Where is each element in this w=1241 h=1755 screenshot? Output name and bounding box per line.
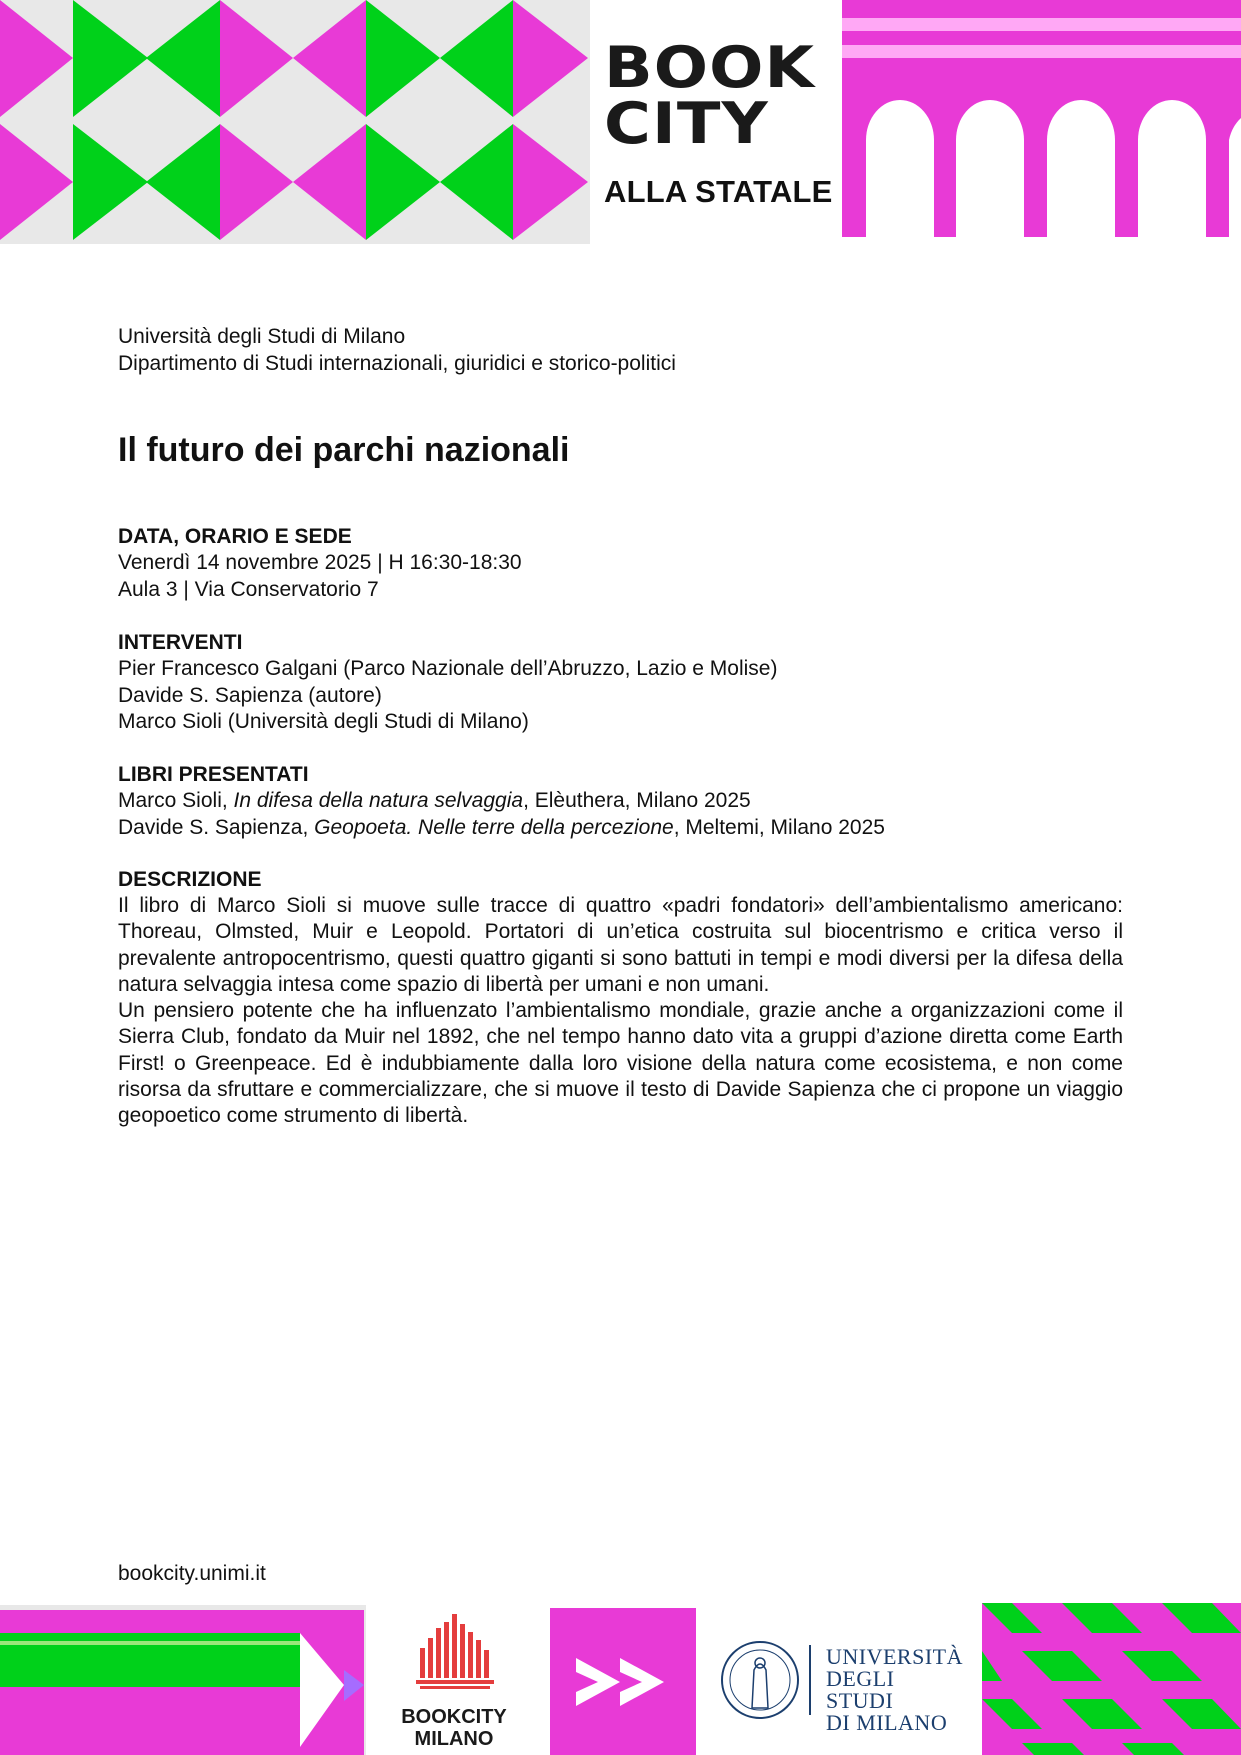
header-arches-graphic	[842, 0, 1241, 240]
bookcity-milano-logo	[392, 1614, 516, 1752]
fast-forward-icon	[550, 1608, 696, 1755]
footer-parallelogram-pattern	[982, 1603, 1241, 1755]
website-link[interactable]: bookcity.unimi.it	[118, 1562, 266, 1585]
unimi-line2: DEGLI STUDI	[826, 1666, 895, 1713]
institution-name: Università degli Studi di Milano	[118, 325, 406, 348]
book-author: Marco Sioli,	[118, 789, 234, 812]
speaker-item: Pier Francesco Galgani (Parco Nazionale dell’Abruzzo, Lazio e Molise)	[118, 657, 778, 680]
event-venue: Aula 3 | Via Conservatorio 7	[118, 578, 379, 601]
unimi-line1: UNIVERSITÀ	[826, 1644, 963, 1669]
footer-arrow-banner	[0, 1605, 366, 1755]
unimi-logo	[714, 1630, 964, 1735]
bookcity-logo-line1: BOOKCITY	[401, 1706, 507, 1728]
header-triangle-pattern	[0, 0, 590, 244]
book-item	[118, 815, 885, 842]
speakers-heading: INTERVENTI	[118, 631, 243, 654]
logo-line-book: BOOK	[604, 35, 816, 101]
book-author: Davide S. Sapienza,	[118, 816, 315, 839]
bookcity-logo	[604, 35, 844, 210]
books-heading: LIBRI PRESENTATI	[118, 763, 309, 786]
page-title: Il futuro dei parchi nazionali	[118, 431, 570, 469]
speaker-item: Marco Sioli (Università degli Studi di Milano)	[118, 710, 529, 733]
description-paragraph-2: Un pensiero potente che ha influenzato l’ambientalismo mondiale, grazie anche a organizzazioni come il Sierra Club, fondato da Muir nel 1892, che nel tempo hanno dato vita a gruppi d’azione diretta come Earth First! o Greenpeace. Ed è indubbiamente dalla loro visione della natura come ecosistema, e non come risorsa da sfruttare e commercializzare, che si muove il testo di Davide Sapienza che ci propone un viaggio geopoetico come strumento di libertà.	[118, 999, 1123, 1128]
arch-openings	[866, 100, 1241, 237]
department-name: Dipartimento di Studi internazionali, giuridici e storico-politici	[118, 352, 676, 375]
logo-subtitle: ALLA STATALE	[604, 174, 833, 209]
book-title: Geopoeta. Nelle terre della percezione	[314, 816, 674, 839]
bookcity-logo-line2: MILANO	[414, 1728, 494, 1750]
description-paragraph-1: Il libro di Marco Sioli si muove sulle tracce di quattro «padri fondatori» dell’ambientalismo americano: Thoreau, Olmsted, Muir e Leopold. Portatori di un’etica costruita sul biocentrismo e critica verso il prevalente antropocentrismo, questi quattro giganti si sono battuti in tempi e modi diversi per la difesa della natura selvaggia intesa come spazio di libertà per umani e non umani.	[118, 894, 1123, 996]
unimi-logo-text	[826, 1646, 964, 1734]
logo-line-city: CITY	[604, 91, 769, 157]
speaker-item: Davide S. Sapienza (autore)	[118, 684, 382, 707]
bookcity-books-icon	[392, 1614, 516, 1694]
unimi-line3: DI MILANO	[826, 1710, 948, 1735]
unimi-seal-icon	[714, 1630, 814, 1730]
book-item	[118, 788, 751, 815]
event-date-time: Venerdì 14 novembre 2025 | H 16:30-18:30	[118, 551, 522, 574]
book-title: In difesa della natura selvaggia	[233, 789, 524, 812]
book-publisher: , Elèuthera, Milano 2025	[523, 789, 751, 812]
schedule-heading: DATA, ORARIO E SEDE	[118, 525, 352, 548]
book-publisher: , Meltemi, Milano 2025	[673, 816, 885, 839]
description-heading: DESCRIZIONE	[118, 868, 262, 891]
